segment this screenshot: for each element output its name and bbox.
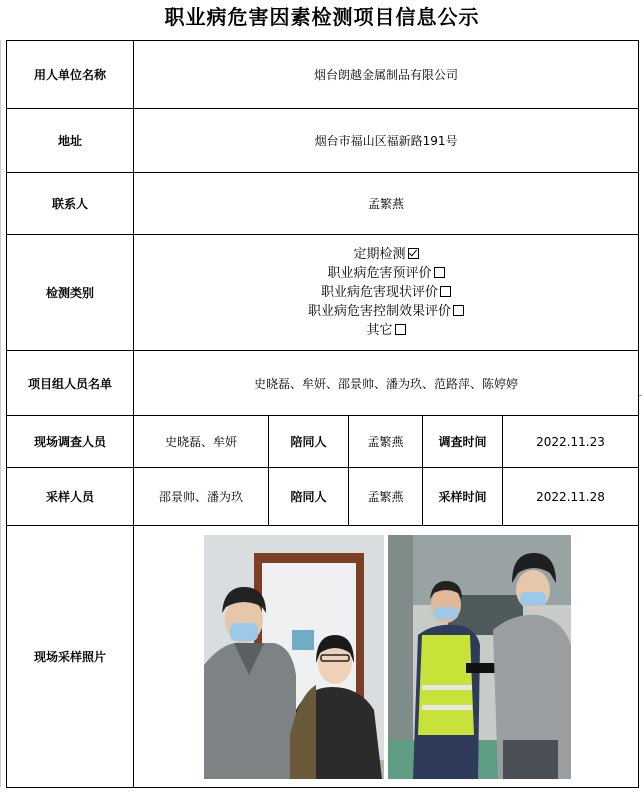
row-address — [7, 109, 639, 173]
photos-cell — [134, 526, 639, 788]
checkbox-icon — [408, 248, 419, 259]
row-contact — [7, 173, 639, 235]
info-table — [6, 40, 639, 788]
address-value: 烟台市福山区福新路191号 — [134, 109, 639, 173]
row-survey — [7, 416, 639, 468]
employer-value: 烟台朗越金属制品有限公司 — [134, 41, 639, 109]
team-value: 史晓磊、牟妍、邵景帅、潘为玖、范路萍、陈婷婷 — [134, 351, 639, 416]
survey-label: 现场调查人员 — [7, 416, 134, 468]
photos-container — [138, 535, 634, 779]
employer-label: 用人单位名称 — [7, 41, 134, 109]
sampling-accompany: 孟繁燕 — [349, 468, 423, 526]
detection-type-options — [134, 235, 639, 351]
checkbox-icon — [395, 324, 406, 335]
sampling-staff: 邵景帅、潘为玖 — [134, 468, 269, 526]
contact-label: 联系人 — [7, 173, 134, 235]
site-photo-1 — [204, 535, 384, 779]
row-employer — [7, 41, 639, 109]
edge-line — [0, 40, 1, 787]
survey-time: 2022.11.23 — [503, 416, 639, 468]
contact-value: 孟繁燕 — [134, 173, 639, 235]
photos-label: 现场采样照片 — [7, 526, 134, 788]
row-detection-type — [7, 235, 639, 351]
site-photo-2 — [388, 535, 571, 779]
checkbox-icon — [440, 286, 451, 297]
row-sampling — [7, 468, 639, 526]
team-label: 项目组人员名单 — [7, 351, 134, 416]
detection-type-label: 检测类别 — [7, 235, 134, 351]
option-status-assessment: 职业病危害现状评价 — [138, 283, 634, 302]
checkbox-icon — [453, 305, 464, 316]
sampling-time: 2022.11.28 — [503, 468, 639, 526]
survey-accompany: 孟繁燕 — [349, 416, 423, 468]
row-photos — [7, 526, 639, 788]
option-pre-assessment: 职业病危害预评价 — [138, 264, 634, 283]
option-other: 其它 — [138, 321, 634, 340]
sampling-accompany-label: 陪同人 — [269, 468, 349, 526]
survey-staff: 史晓磊、牟妍 — [134, 416, 269, 468]
survey-accompany-label: 陪同人 — [269, 416, 349, 468]
option-control-assessment: 职业病危害控制效果评价 — [138, 302, 634, 321]
option-periodic: 定期检测 — [138, 245, 634, 264]
checkbox-icon — [434, 267, 445, 278]
address-label: 地址 — [7, 109, 134, 173]
sampling-time-label: 采样时间 — [423, 468, 503, 526]
row-team — [7, 351, 639, 416]
survey-time-label: 调查时间 — [423, 416, 503, 468]
page-title: 职业病危害因素检测项目信息公示 — [164, 5, 480, 29]
sampling-label: 采样人员 — [7, 468, 134, 526]
edge-mark — [639, 395, 642, 396]
